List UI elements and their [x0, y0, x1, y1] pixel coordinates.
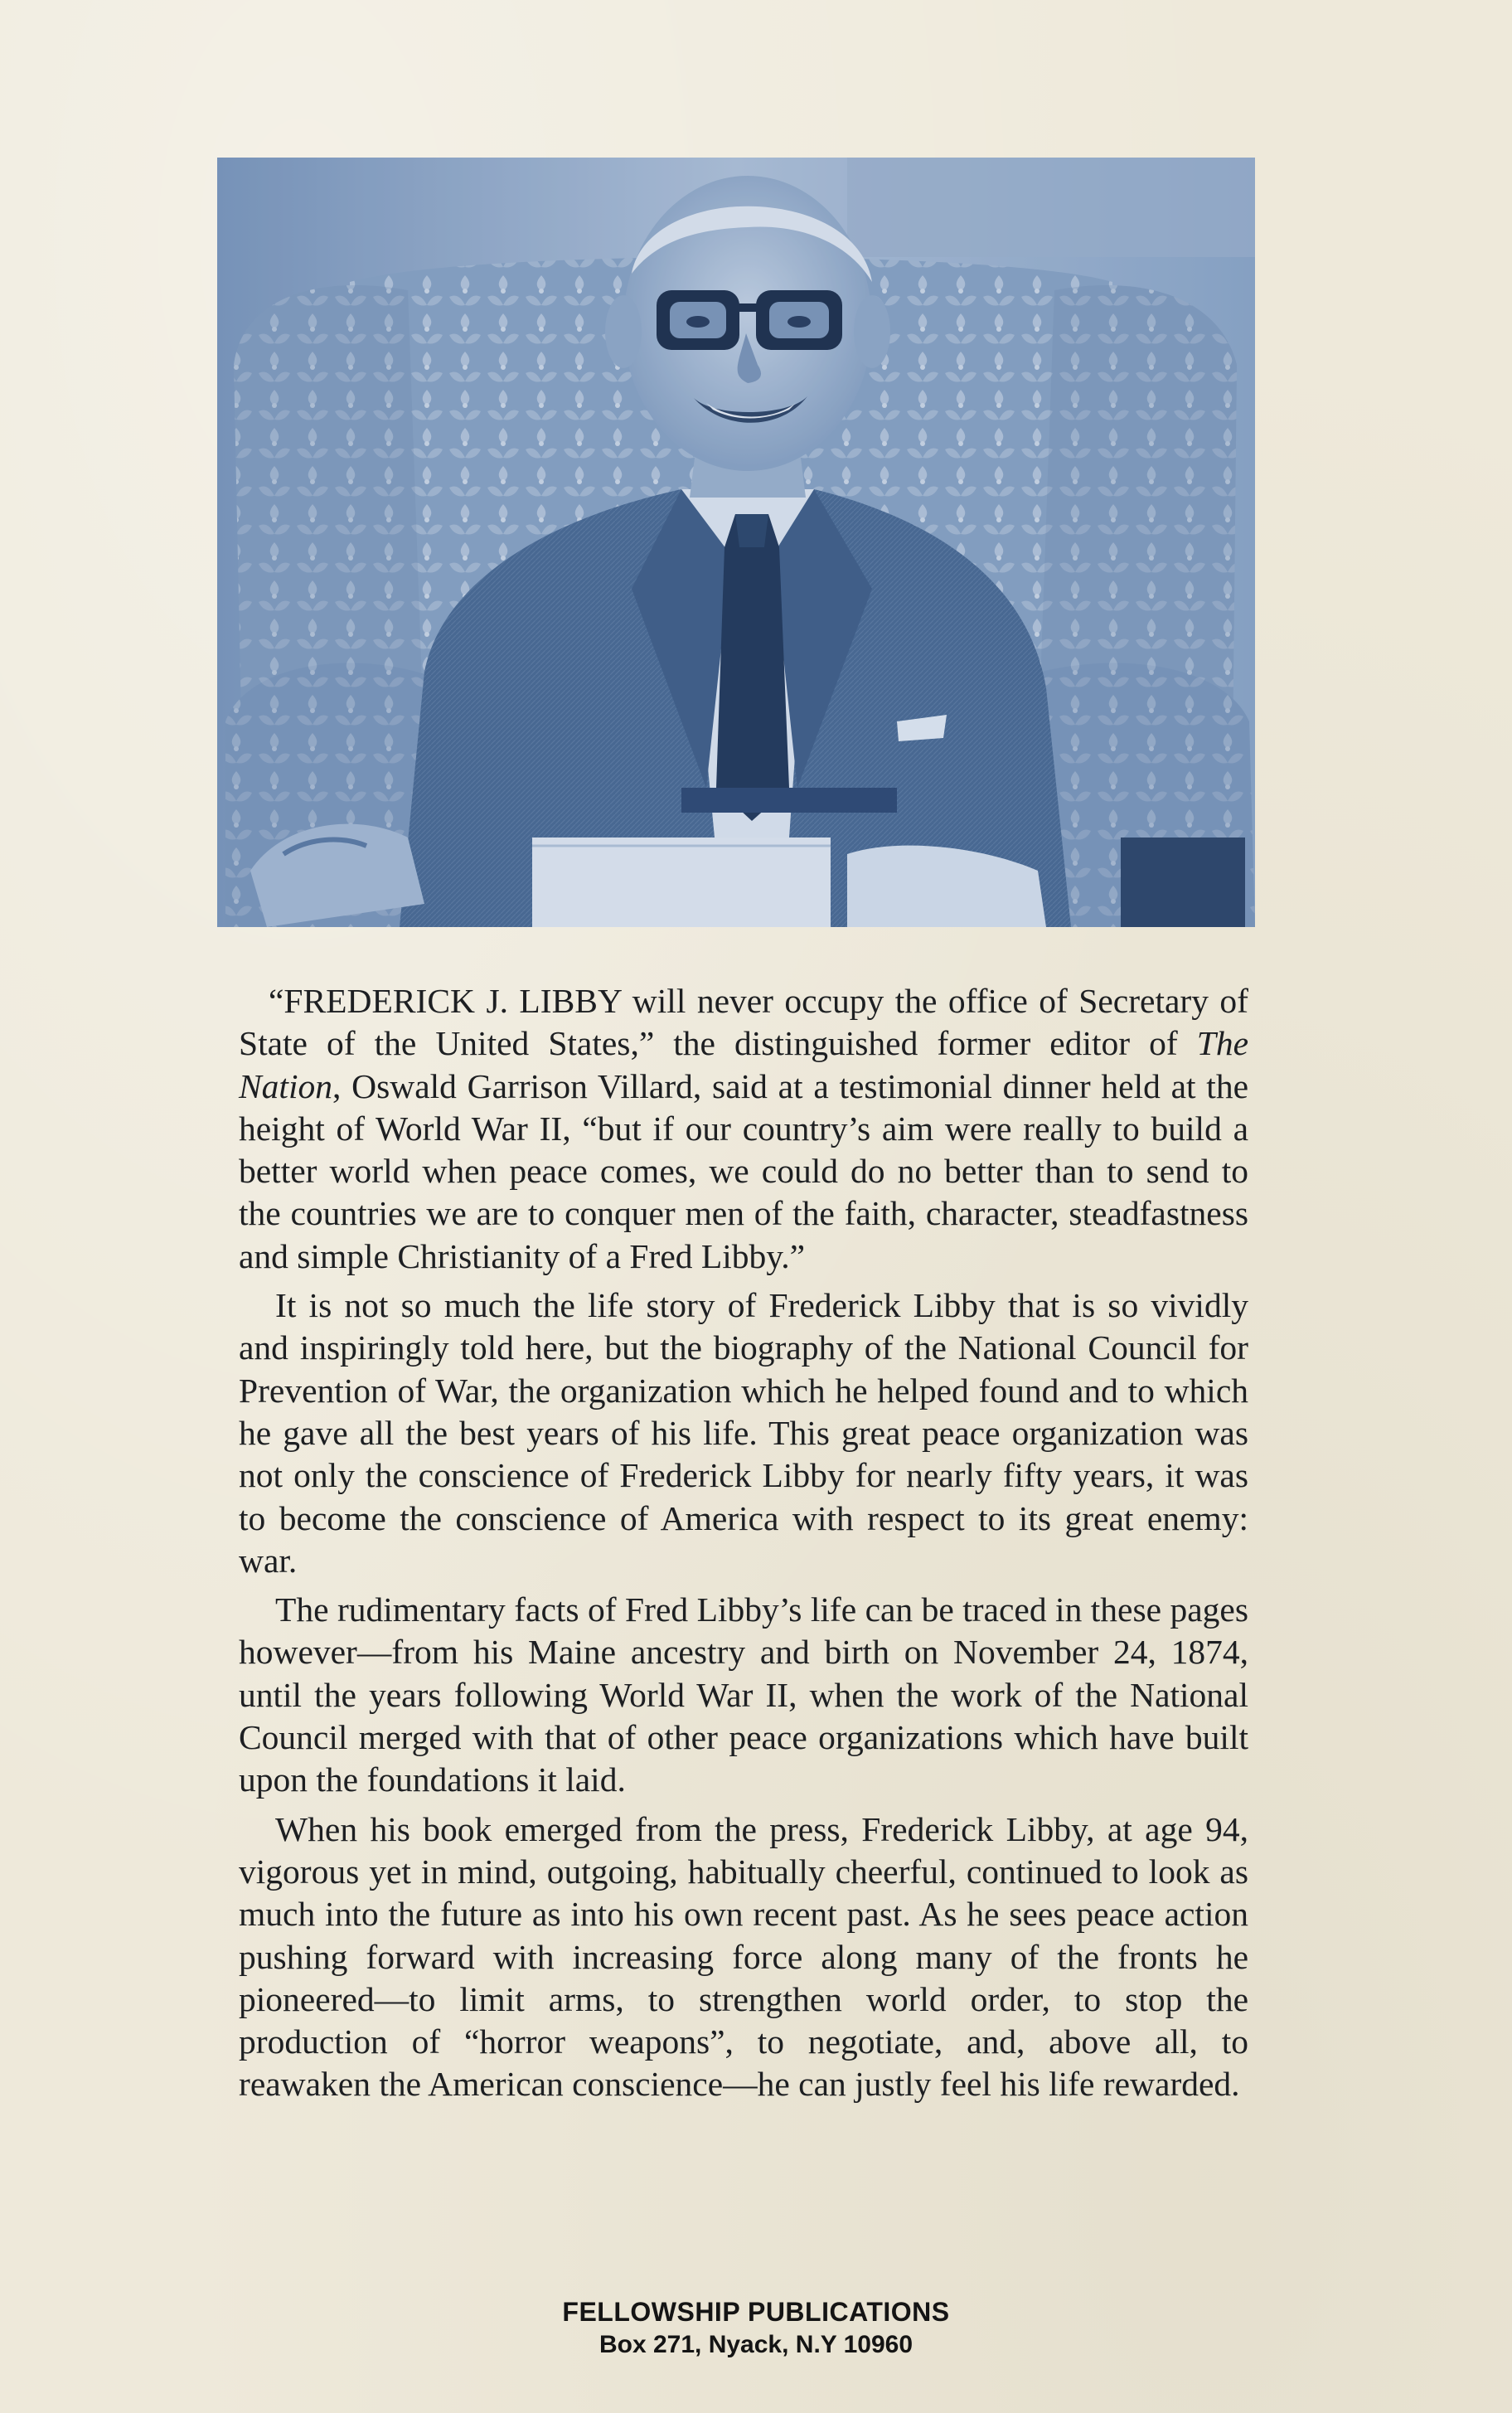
author-portrait-photo	[217, 158, 1255, 927]
publisher-name: FELLOWSHIP PUBLICATIONS	[562, 2297, 950, 2327]
blurb-paragraph-4: When his book emerged from the press, Frederick Libby, at age 94, vigorous yet in mind, outgoing, habitually cheerful, continued to look as much into the future as into his own recent past. As he sees peace action pushing forward with increasing force along many of the fronts he pioneered—to limit arms, to strengthen world order, to stop the production of “horror weapons”, to negotiate, and, above all, to reawaken the American conscience—he can justly feel his life rewarded.	[239, 1809, 1248, 2104]
publisher-imprint	[0, 2295, 1512, 2362]
cover-blurb	[239, 980, 1248, 2113]
blurb-paragraph-2: It is not so much the life story of Frederick Libby that is so vividly and inspiringly told here, but the biography of the National Council for Prevention of War, the organization which he helped found and to which he gave all the best years of his life. This great peace organization was not only the conscience of Frederick Libby for nearly fifty years, it was to become the conscience of America with respect to its great enemy: war.	[239, 1286, 1248, 1580]
paragraph-1-open-text: “FREDERICK J. LIBBY will never occupy the office of Secretary of State of the United States,” the distinguished former editor of	[239, 982, 1248, 1063]
magazine-title: The Nation	[239, 1024, 1248, 1105]
publisher-address: Box 271, Nyack, N.Y 10960	[598, 2331, 914, 2358]
paragraph-1-close-text: , Oswald Garrison Villard, said at a testimonial dinner held at the height of World War II, “but if our country’s aim were really to build a better world when peace comes, we could do no better than to send to the countries we are to conquer men of the faith, character, steadfastness and simple Christianity of a Fred Libby.”	[239, 1066, 1248, 1275]
portrait-illustration	[217, 158, 1255, 927]
blurb-paragraph-1	[239, 980, 1248, 1278]
blurb-paragraph-3: The rudimentary facts of Fred Libby’s life can be traced in these pages however—from his Maine ancestry and birth on November 24, 1874, until the years following World War II, when the work of the National Council merged with that of other peace organizations which have built upon the foundations it laid.	[239, 1590, 1248, 1799]
